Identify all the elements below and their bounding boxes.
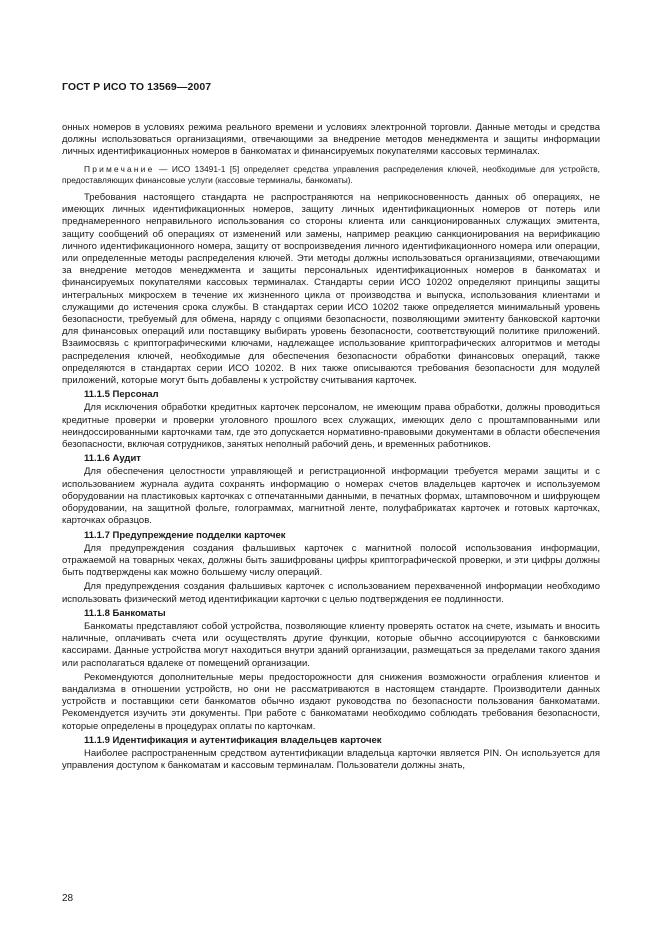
body-paragraph: Требования настоящего стандарта не распространяются на неприкосновенность данных об операциях, не имеющих личных идентификационных номеров, защиту личных идентификационных номеров от потерь или преднамеренного неправильного использования со стороны клиента или санкционированных служащих эмитента, защиту сообщений об операциях от изменений или замены, например реакцию санкционирования на верификацию личного идентификационного номера, защиту от воспроизведения личного идентификационного номера или операции, или определенные методы распределения ключей. Эти методы должны использоваться организациями, отвечающими за внедрение методов менеджмента и защиты персональных идентификационных номеров в банкоматах и финансируемых покупателями кассовых терминалах. Стандарты серии ИСО 10202 определяют принципы защиты интегральных микросхем в течение их жизненного цикла от производства и выпуска, использования клиентами и служащими до истечения срока службы. В стандартах серии ИСО 10202 также определяется минимальный уровень безопасности, требуемый для обмена, наряду с опциями безопасности, позволяющими эмитенту банковской карточки для финансовых операций или поставщику выбирать уровень безопасности, соответствующий политике приложений. Взаимосвязь с криптографическими ключами, надлежащее использование криптографических алгоритмов и методы распределения ключей, необходимые для обеспечения безопасности обработки финансовых операций, также определяются в стандартах серии ИСО 10202. В них также описываются требования безопасности для модулей приложений, которые могут быть добавлены к устройству считывания карточек. [62,192,600,387]
body-paragraph: Для предупреждения создания фальшивых карточек с использованием перехваченной информации необходимо использовать физический метод идентификации карточки с целью подтверждения ее подлинности. [62,581,600,605]
note-text: — ИСО 13491-1 [5] определяет средства управления распределения ключей, необходимые для устройств, предоставляющих финансовые услуги (кассовые терминалы, банкоматы). [62,163,600,185]
section-heading: 11.1.9 Идентификация и аутентификация владельцев карточек [84,734,382,746]
note-label: Примечание [84,163,155,174]
page-header: ГОСТ Р ИСО ТО 13569—2007 [62,81,212,93]
body-paragraph: Рекомендуются дополнительные меры предосторожности для снижения возможности ограбления клиентов и вандализма в отношении устройств, но они не рассматриваются в настоящем стандарте. Производители данных устройств и поставщики сети банкоматов обычно издают руководства по безопасности пользования банкоматами. Рекомендуется изучить эти документы. При работе с банкоматами необходимо соблюдать требования безопасности, которые определены в процедурах оплаты по карточкам. [62,671,600,732]
body-paragraph: онных номеров в условиях режима реального времени и условиях электронной торговли. Данные методы и средства должны использоваться организациями, отвечающими за внедрение методов менеджмента и защиты информации личных идентификационных номеров в банкоматах и финансируемых покупателями кассовых терминалах. [62,122,600,158]
body-paragraph: Для исключения обработки кредитных карточек персоналом, не имеющим права обработки, должны проводиться кредитные проверки и проверки уголовного прошлого всех служащих, имеющих дело с проштампованными или неиндоссированными карточками там, где это допускается нормативно-правовыми документами в области обеспечения безопасности, включая сотрудников, занятых неполный рабочий день, и временных работников. [62,402,600,451]
body-paragraph: Наиболее распространенным средством аутентификации владельца карточки является PIN. Он используется для управления доступом к банкоматам и кассовым терминалам. Пользователи должны знать, [62,747,600,772]
body-paragraph: Для предупреждения создания фальшивых карточек с магнитной полосой использования информации, отражаемой на товарных чеках, должны быть зашифрованы цифры криптографической проверки, и эти цифры должны быть подтверждены как можно большему числу операций. [62,542,600,579]
body-paragraph: Для обеспечения целостности управляющей и регистрационной информации требуется мерами защиты и с использованием журнала аудита сохранять информацию о номерах счетов владельцев карточек и используемом оборудовании на пластиковых карточках с отпечатанными данными, в печатных формах, штамповочном и шифрующем оборудовании, на защитной фольге, голограммах, магнитной ленте, полуфабрикатах карточек и готовых карточках, карточках образцов. [62,466,600,527]
section-heading: 11.1.7 Предупреждение подделки карточек [84,529,286,541]
section-heading: 11.1.8 Банкоматы [84,607,166,619]
body-paragraph: Банкоматы представляют собой устройства, позволяющие клиенту проверять остаток на счете, изымать и вносить наличные, оплачивать счета или осуществлять другие функции, которые обычно ассоциируются с банковскими кассирами. Данные устройства могут находиться внутри зданий организации, размещаться за пределами такого здания или располагаться вдалеке от помещений организации. [62,620,600,669]
document-body [62,122,600,774]
section-heading: 11.1.6 Аудит [84,453,141,465]
section-heading: 11.1.5 Персонал [84,389,159,401]
note-paragraph [62,164,600,186]
page-number: 28 [62,893,74,904]
